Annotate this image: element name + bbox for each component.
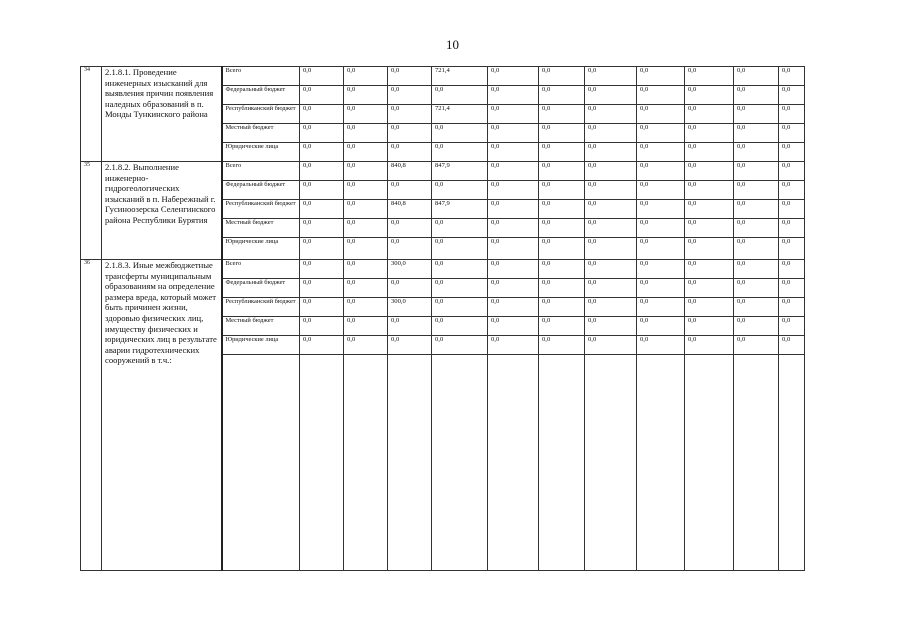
value-cell: 0,0	[539, 238, 585, 260]
value-cell: 0,0	[734, 336, 779, 355]
funding-source: Всего	[222, 162, 300, 181]
value-cell: 0,0	[637, 67, 685, 86]
value-cell: 0,0	[488, 162, 539, 181]
row-number: 36	[81, 260, 102, 571]
measure-name: 2.1.8.1. Проведение инженерных изысканий для выявления причин появления наледных образований в п. Монды Тункинского района	[102, 67, 222, 162]
value-cell: 0,0	[637, 86, 685, 105]
value-cell: 0,0	[539, 317, 585, 336]
value-cell: 0,0	[388, 124, 432, 143]
funding-source: Юридические лица	[222, 336, 300, 355]
empty-cell	[300, 355, 344, 571]
value-cell: 0,0	[432, 279, 488, 298]
value-cell: 0,0	[637, 336, 685, 355]
value-cell: 0,0	[300, 181, 344, 200]
value-cell: 0,0	[539, 86, 585, 105]
page-number: 10	[446, 37, 459, 52]
value-cell: 0,0	[685, 181, 734, 200]
measure-name: 2.1.8.2. Выполнение инженерно-гидрогеологических изысканий в п. Набережный г. Гусиноозерска Селенгинского района Республики Бурятия	[102, 162, 222, 260]
value-cell: 0,0	[585, 238, 637, 260]
value-cell: 0,0	[539, 124, 585, 143]
table-row	[81, 67, 805, 86]
value-cell: 0,0	[779, 181, 805, 200]
funding-source: Всего	[222, 260, 300, 279]
value-cell: 721,4	[432, 67, 488, 86]
value-cell: 0,0	[344, 181, 388, 200]
value-cell: 721,4	[432, 105, 488, 124]
table-row	[81, 260, 805, 279]
value-cell: 0,0	[637, 260, 685, 279]
value-cell: 0,0	[585, 143, 637, 162]
value-cell: 0,0	[488, 336, 539, 355]
value-cell: 300,0	[388, 298, 432, 317]
value-cell: 0,0	[432, 86, 488, 105]
row-number: 34	[81, 67, 102, 162]
row-number: 35	[81, 162, 102, 260]
value-cell: 0,0	[488, 317, 539, 336]
value-cell: 0,0	[344, 143, 388, 162]
value-cell: 0,0	[432, 143, 488, 162]
value-cell: 0,0	[779, 317, 805, 336]
value-cell: 0,0	[300, 279, 344, 298]
value-cell: 0,0	[637, 124, 685, 143]
value-cell: 0,0	[734, 162, 779, 181]
funding-source: Юридические лица	[222, 238, 300, 260]
value-cell: 0,0	[388, 67, 432, 86]
value-cell: 0,0	[585, 67, 637, 86]
value-cell: 0,0	[388, 86, 432, 105]
value-cell: 0,0	[585, 162, 637, 181]
value-cell: 0,0	[685, 336, 734, 355]
value-cell: 0,0	[388, 105, 432, 124]
value-cell: 847,9	[432, 200, 488, 219]
value-cell: 0,0	[539, 162, 585, 181]
value-cell: 0,0	[779, 162, 805, 181]
value-cell: 0,0	[388, 279, 432, 298]
value-cell: 0,0	[585, 317, 637, 336]
value-cell: 0,0	[488, 105, 539, 124]
value-cell: 0,0	[685, 260, 734, 279]
value-cell: 300,0	[388, 260, 432, 279]
empty-cell	[585, 355, 637, 571]
value-cell: 0,0	[300, 219, 344, 238]
empty-cell	[432, 355, 488, 571]
value-cell: 0,0	[637, 298, 685, 317]
value-cell: 0,0	[488, 298, 539, 317]
value-cell: 0,0	[734, 219, 779, 238]
value-cell: 0,0	[388, 317, 432, 336]
value-cell: 0,0	[585, 181, 637, 200]
value-cell: 0,0	[734, 143, 779, 162]
value-cell: 0,0	[344, 336, 388, 355]
empty-cell	[734, 355, 779, 571]
value-cell: 0,0	[585, 200, 637, 219]
value-cell: 0,0	[779, 86, 805, 105]
value-cell: 0,0	[779, 105, 805, 124]
value-cell: 0,0	[637, 143, 685, 162]
value-cell: 0,0	[734, 298, 779, 317]
empty-cell	[488, 355, 539, 571]
value-cell: 0,0	[488, 124, 539, 143]
funding-source: Республиканский бюджет	[222, 298, 300, 317]
value-cell: 0,0	[685, 143, 734, 162]
value-cell: 0,0	[779, 298, 805, 317]
value-cell: 0,0	[637, 200, 685, 219]
value-cell: 0,0	[344, 238, 388, 260]
value-cell: 0,0	[300, 124, 344, 143]
value-cell: 0,0	[779, 200, 805, 219]
value-cell: 0,0	[685, 86, 734, 105]
value-cell: 0,0	[344, 260, 388, 279]
value-cell: 0,0	[432, 238, 488, 260]
empty-cell	[685, 355, 734, 571]
value-cell: 0,0	[685, 279, 734, 298]
value-cell: 0,0	[300, 260, 344, 279]
budget-table	[80, 66, 805, 571]
value-cell: 0,0	[388, 336, 432, 355]
value-cell: 0,0	[344, 162, 388, 181]
value-cell: 0,0	[300, 143, 344, 162]
funding-source: Юридические лица	[222, 143, 300, 162]
value-cell: 0,0	[779, 260, 805, 279]
value-cell: 0,0	[488, 200, 539, 219]
value-cell: 0,0	[734, 200, 779, 219]
table-row	[81, 162, 805, 181]
value-cell: 0,0	[388, 181, 432, 200]
value-cell: 0,0	[779, 219, 805, 238]
funding-source: Местный бюджет	[222, 219, 300, 238]
value-cell: 0,0	[585, 336, 637, 355]
value-cell: 0,0	[488, 238, 539, 260]
value-cell: 0,0	[585, 86, 637, 105]
value-cell: 0,0	[734, 260, 779, 279]
value-cell: 0,0	[488, 143, 539, 162]
value-cell: 0,0	[432, 219, 488, 238]
value-cell: 0,0	[539, 105, 585, 124]
value-cell: 0,0	[300, 105, 344, 124]
value-cell: 0,0	[344, 298, 388, 317]
value-cell: 0,0	[685, 298, 734, 317]
value-cell: 0,0	[585, 105, 637, 124]
value-cell: 0,0	[539, 181, 585, 200]
value-cell: 0,0	[637, 279, 685, 298]
empty-cell	[637, 355, 685, 571]
value-cell: 0,0	[432, 181, 488, 200]
value-cell: 0,0	[637, 105, 685, 124]
value-cell: 0,0	[300, 86, 344, 105]
value-cell: 0,0	[300, 317, 344, 336]
value-cell: 0,0	[388, 143, 432, 162]
funding-source: Федеральный бюджет	[222, 86, 300, 105]
funding-source: Федеральный бюджет	[222, 181, 300, 200]
empty-cell	[344, 355, 388, 571]
value-cell: 0,0	[585, 219, 637, 238]
value-cell: 0,0	[344, 86, 388, 105]
value-cell: 0,0	[734, 317, 779, 336]
value-cell: 0,0	[539, 67, 585, 86]
value-cell: 0,0	[300, 336, 344, 355]
value-cell: 0,0	[685, 219, 734, 238]
value-cell: 0,0	[432, 298, 488, 317]
measure-name: 2.1.8.3. Иные межбюджетные трансферты муниципальным образованиям на определение размера вреда, который может быть причинен жизни, здоровью физических лиц, имуществу физических и юридических лиц в результате аварии гидротехнических сооружений в т.ч.:	[102, 260, 222, 571]
value-cell: 0,0	[585, 260, 637, 279]
value-cell: 0,0	[637, 162, 685, 181]
value-cell: 0,0	[488, 67, 539, 86]
funding-source: Республиканский бюджет	[222, 105, 300, 124]
value-cell: 0,0	[300, 238, 344, 260]
value-cell: 0,0	[300, 200, 344, 219]
value-cell: 0,0	[585, 298, 637, 317]
value-cell: 0,0	[734, 279, 779, 298]
value-cell: 0,0	[344, 124, 388, 143]
value-cell: 0,0	[685, 124, 734, 143]
value-cell: 0,0	[637, 219, 685, 238]
value-cell: 0,0	[344, 219, 388, 238]
value-cell: 0,0	[685, 317, 734, 336]
empty-cell	[539, 355, 585, 571]
value-cell: 0,0	[488, 86, 539, 105]
value-cell: 0,0	[779, 336, 805, 355]
value-cell: 0,0	[685, 67, 734, 86]
value-cell: 0,0	[734, 86, 779, 105]
empty-cell	[388, 355, 432, 571]
value-cell: 0,0	[779, 143, 805, 162]
value-cell: 0,0	[344, 279, 388, 298]
value-cell: 0,0	[585, 124, 637, 143]
funding-source: Республиканский бюджет	[222, 200, 300, 219]
value-cell: 0,0	[539, 260, 585, 279]
value-cell: 0,0	[734, 238, 779, 260]
value-cell: 0,0	[344, 105, 388, 124]
value-cell: 0,0	[344, 317, 388, 336]
value-cell: 0,0	[539, 336, 585, 355]
value-cell: 0,0	[539, 143, 585, 162]
value-cell: 0,0	[488, 219, 539, 238]
funding-source: Местный бюджет	[222, 124, 300, 143]
value-cell: 0,0	[779, 124, 805, 143]
empty-cell	[779, 355, 805, 571]
value-cell: 0,0	[432, 336, 488, 355]
value-cell: 0,0	[685, 200, 734, 219]
value-cell: 0,0	[685, 238, 734, 260]
funding-source: Федеральный бюджет	[222, 279, 300, 298]
value-cell: 0,0	[539, 298, 585, 317]
value-cell: 0,0	[300, 298, 344, 317]
value-cell: 840,8	[388, 162, 432, 181]
funding-source: Местный бюджет	[222, 317, 300, 336]
funding-source: Всего	[222, 67, 300, 86]
value-cell: 0,0	[734, 124, 779, 143]
value-cell: 0,0	[388, 238, 432, 260]
value-cell: 0,0	[637, 317, 685, 336]
value-cell: 0,0	[539, 200, 585, 219]
value-cell: 0,0	[344, 200, 388, 219]
value-cell: 0,0	[488, 260, 539, 279]
value-cell: 0,0	[637, 181, 685, 200]
value-cell: 0,0	[779, 67, 805, 86]
value-cell: 0,0	[432, 260, 488, 279]
value-cell: 0,0	[488, 181, 539, 200]
value-cell: 0,0	[432, 124, 488, 143]
value-cell: 0,0	[779, 238, 805, 260]
value-cell: 0,0	[488, 279, 539, 298]
value-cell: 0,0	[300, 162, 344, 181]
value-cell: 0,0	[300, 67, 344, 86]
value-cell: 0,0	[685, 162, 734, 181]
value-cell: 0,0	[685, 105, 734, 124]
value-cell: 0,0	[585, 279, 637, 298]
value-cell: 0,0	[734, 67, 779, 86]
value-cell: 0,0	[539, 219, 585, 238]
value-cell: 0,0	[779, 279, 805, 298]
table-body	[81, 67, 805, 571]
value-cell: 0,0	[637, 238, 685, 260]
value-cell: 0,0	[734, 181, 779, 200]
value-cell: 0,0	[432, 317, 488, 336]
value-cell: 847,9	[432, 162, 488, 181]
value-cell: 840,8	[388, 200, 432, 219]
value-cell: 0,0	[388, 219, 432, 238]
value-cell: 0,0	[344, 67, 388, 86]
value-cell: 0,0	[539, 279, 585, 298]
value-cell: 0,0	[734, 105, 779, 124]
empty-cell	[222, 355, 300, 571]
